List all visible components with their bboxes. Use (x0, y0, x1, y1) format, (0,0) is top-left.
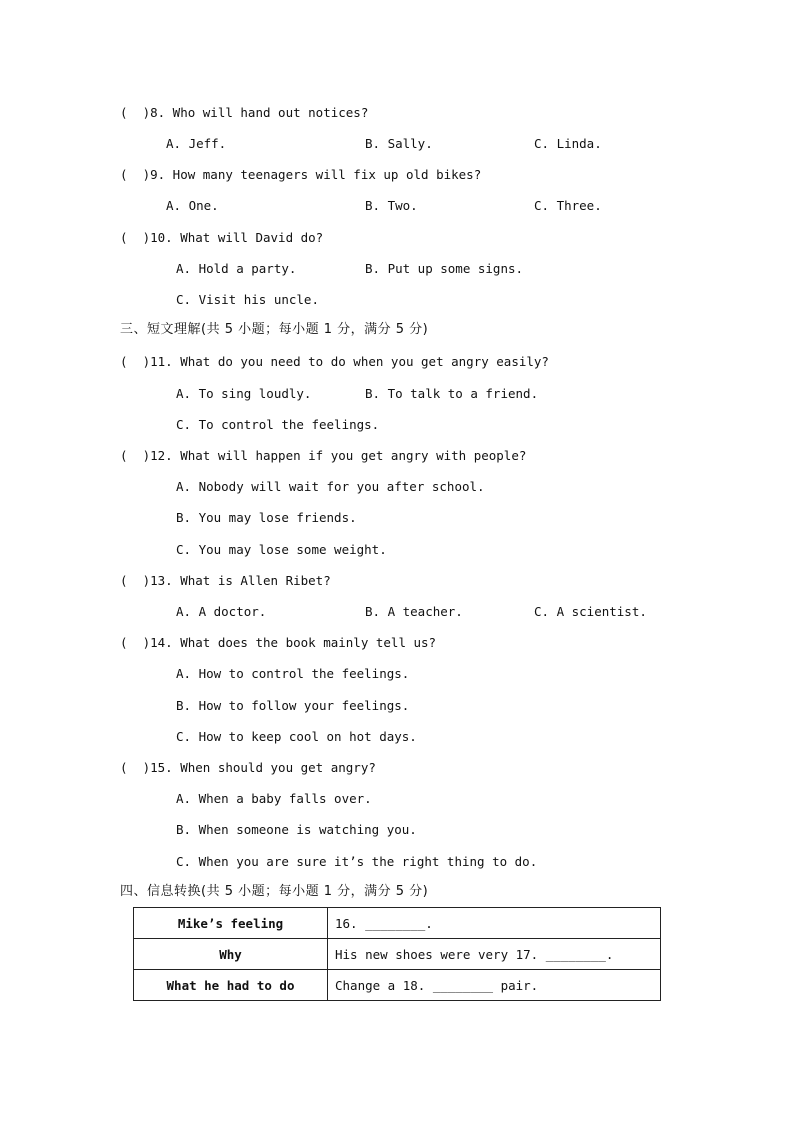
question-14-option-a: A. How to control the feelings. (176, 666, 410, 681)
question-15-stem: ( )15. When should you get angry? (120, 760, 376, 775)
question-13-option-c: C. A scientist. (534, 604, 647, 619)
question-10-option-b: B. Put up some signs. (365, 261, 524, 276)
question-9-option-c: C. Three. (534, 198, 602, 213)
table-label-why: Why (134, 939, 328, 970)
table-value-why: His new shoes were very 17. ________. (328, 939, 661, 970)
question-9-option-a: A. One. (166, 198, 219, 213)
question-10-option-c: C. Visit his uncle. (176, 292, 319, 307)
question-13-option-b: B. A teacher. (365, 604, 463, 619)
section-4-heading: 四、信息转换(共 5 小题；每小题 1 分，满分 5 分) (120, 884, 429, 899)
question-12-option-c: C. You may lose some weight. (176, 542, 387, 557)
question-12-option-b: B. You may lose friends. (176, 510, 357, 525)
question-11-stem: ( )11. What do you need to do when you get angry easily? (120, 354, 549, 369)
question-15-option-a: A. When a baby falls over. (176, 791, 372, 806)
table-label-action: What he had to do (134, 970, 328, 1001)
question-10-stem: ( )10. What will David do? (120, 230, 324, 245)
question-15-option-b: B. When someone is watching you. (176, 822, 417, 837)
question-11-option-b: B. To talk to a friend. (365, 386, 539, 401)
table-row (134, 908, 661, 939)
table-value-action: Change a 18. ________ pair. (328, 970, 661, 1001)
table-row (134, 970, 661, 1001)
table-value-feeling: 16. ________. (328, 908, 661, 939)
question-11-option-a: A. To sing loudly. (176, 386, 312, 401)
question-13-stem: ( )13. What is Allen Ribet? (120, 573, 331, 588)
question-9-stem: ( )9. How many teenagers will fix up old bikes? (120, 167, 482, 182)
question-14-option-b: B. How to follow your feelings. (176, 698, 410, 713)
question-11-option-c: C. To control the feelings. (176, 417, 380, 432)
section-3-heading: 三、短文理解(共 5 小题；每小题 1 分，满分 5 分) (120, 322, 429, 337)
question-12-option-a: A. Nobody will wait for you after school. (176, 479, 485, 494)
question-8-option-b: B. Sally. (365, 136, 433, 151)
question-14-stem: ( )14. What does the book mainly tell us? (120, 635, 437, 650)
question-10-option-a: A. Hold a party. (176, 261, 297, 276)
question-12-stem: ( )12. What will happen if you get angry with people? (120, 448, 527, 463)
question-9-option-b: B. Two. (365, 198, 418, 213)
question-15-option-c: C. When you are sure it’s the right thing to do. (176, 854, 538, 869)
question-14-option-c: C. How to keep cool on hot days. (176, 729, 417, 744)
question-8-stem: ( )8. Who will hand out notices? (120, 105, 369, 120)
question-13-option-a: A. A doctor. (176, 604, 267, 619)
question-8-option-a: A. Jeff. (166, 136, 227, 151)
info-table (133, 907, 661, 1001)
question-8-option-c: C. Linda. (534, 136, 602, 151)
table-label-feeling: Mike’s feeling (134, 908, 328, 939)
table-row (134, 939, 661, 970)
